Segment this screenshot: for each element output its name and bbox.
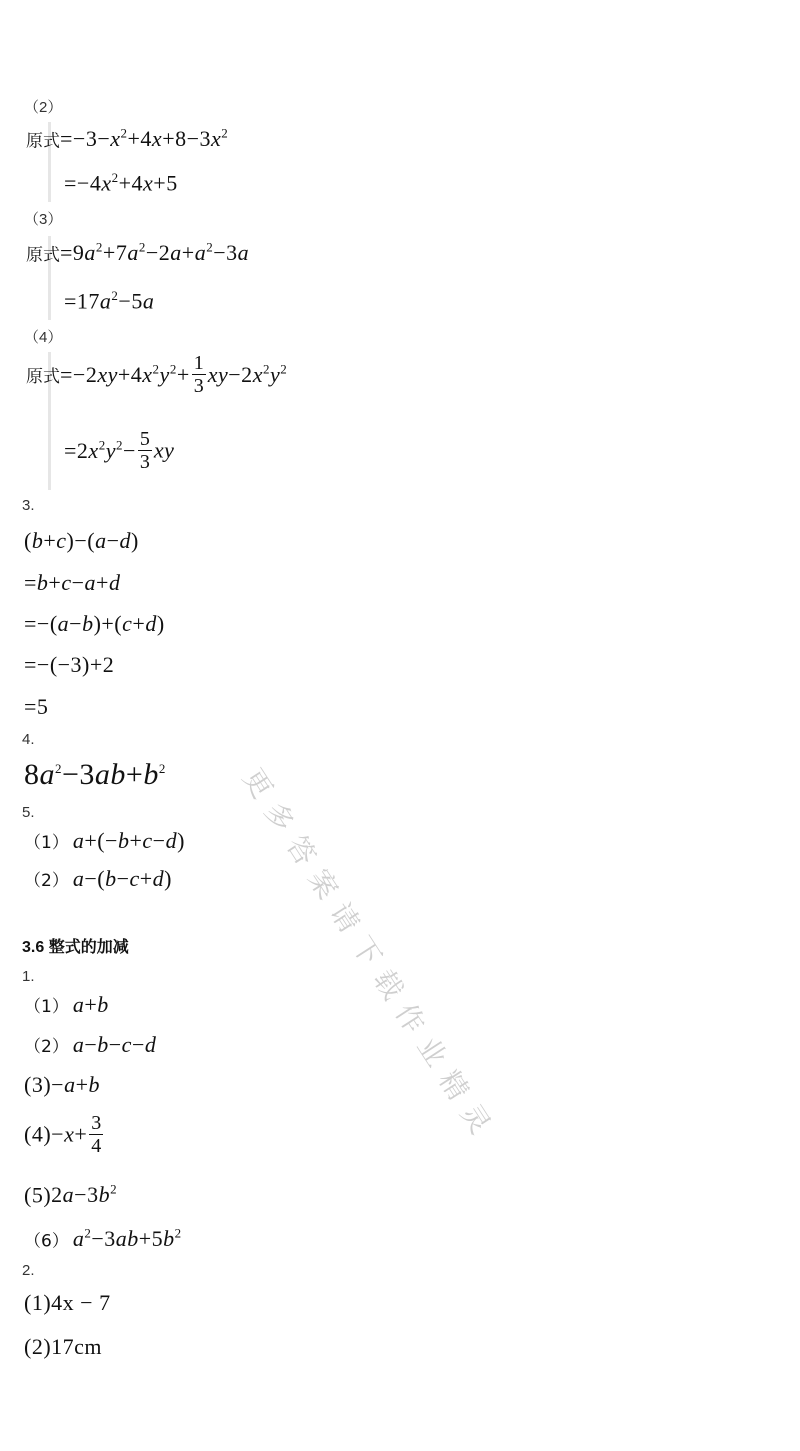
equation-line: $=2x^2y^2-$ $\frac{5}{3}$ xy [64,428,175,473]
sub-label: (5) [24,1182,52,1208]
answer-line: (4)−x+ $\frac{3}{4}$ [24,1112,102,1157]
sub-label: (4) [24,1121,52,1147]
answer-line: （2） a−(b−c+d) [24,866,172,891]
sub-label: (1) [24,1290,52,1315]
answer-line: （2） a−b−c−d [24,1032,157,1057]
equation-line: 原式$=9a^2+7a^2-2a+a^2-3a$ [26,240,250,266]
fraction: $\frac{5}{3}$ [139,428,150,473]
part-label: （4） [24,329,63,346]
equation-line: =−(a−b)+(c+d) [24,611,165,636]
equation-line: =b+c−a+d [24,570,121,595]
equation-line: 原式$=-3-x^2+4x+8-3x^2$ [26,126,229,152]
answer-line [24,1334,102,1360]
question-number: 4. [22,731,35,748]
equation-line: =−(−3)+2 [24,652,115,677]
equation-line: 原式$=-2xy+4x^2y^2+$ $\frac{1}{3}$ $xy-2x^2y^2$ [26,352,288,397]
fraction: $\frac{1}{3}$ [193,352,204,397]
sub-label: (2) [24,1334,52,1359]
answer-line: （1） a+(−b+c−d) [24,828,185,853]
answer-expression: $8a^2-3ab+b^2$ [24,758,166,791]
answer-value: 17cm [51,1334,103,1359]
yuanshi-label: 原式 [26,367,60,387]
equation-line: =5 [24,694,49,719]
answer-line: （1） a+b [24,992,109,1017]
sub-label: (3) [24,1072,52,1097]
question-number: 1. [22,968,35,985]
yuanshi-label: 原式 [26,245,60,266]
answer-line: (3)−a+b [24,1072,100,1097]
watermark: 更多答案请下载作业精灵 [236,762,504,1150]
equation-line: (b+c)−(a−d) [24,528,139,553]
question-number: 5. [22,804,35,821]
question-number: 2. [22,1262,35,1279]
answer-line [24,1290,111,1316]
yuanshi-label: 原式 [26,131,60,152]
question-number: 3. [22,497,35,514]
equation-line: $=17a^2-5a$ [64,288,155,314]
sub-label: （1） [24,997,69,1017]
sub-label: （1） [24,833,69,853]
sub-label: （2） [24,1037,69,1057]
sub-label: （6） [24,1231,69,1252]
sub-label: （2） [24,871,69,891]
section-title: 3.6 整式的加减 [22,939,129,956]
part-label: （2） [24,99,63,116]
part-label: （3） [24,211,63,228]
answer-line: $(5)2a-3b^2$ [24,1182,118,1208]
answer-value: 4x − 7 [51,1290,111,1315]
answer-line: （6） $a^2-3ab+5b^2$ [24,1226,182,1252]
equation-line: $=-4x^2+4x+5$ [64,170,178,196]
fraction: $\frac{3}{4}$ [91,1112,102,1157]
